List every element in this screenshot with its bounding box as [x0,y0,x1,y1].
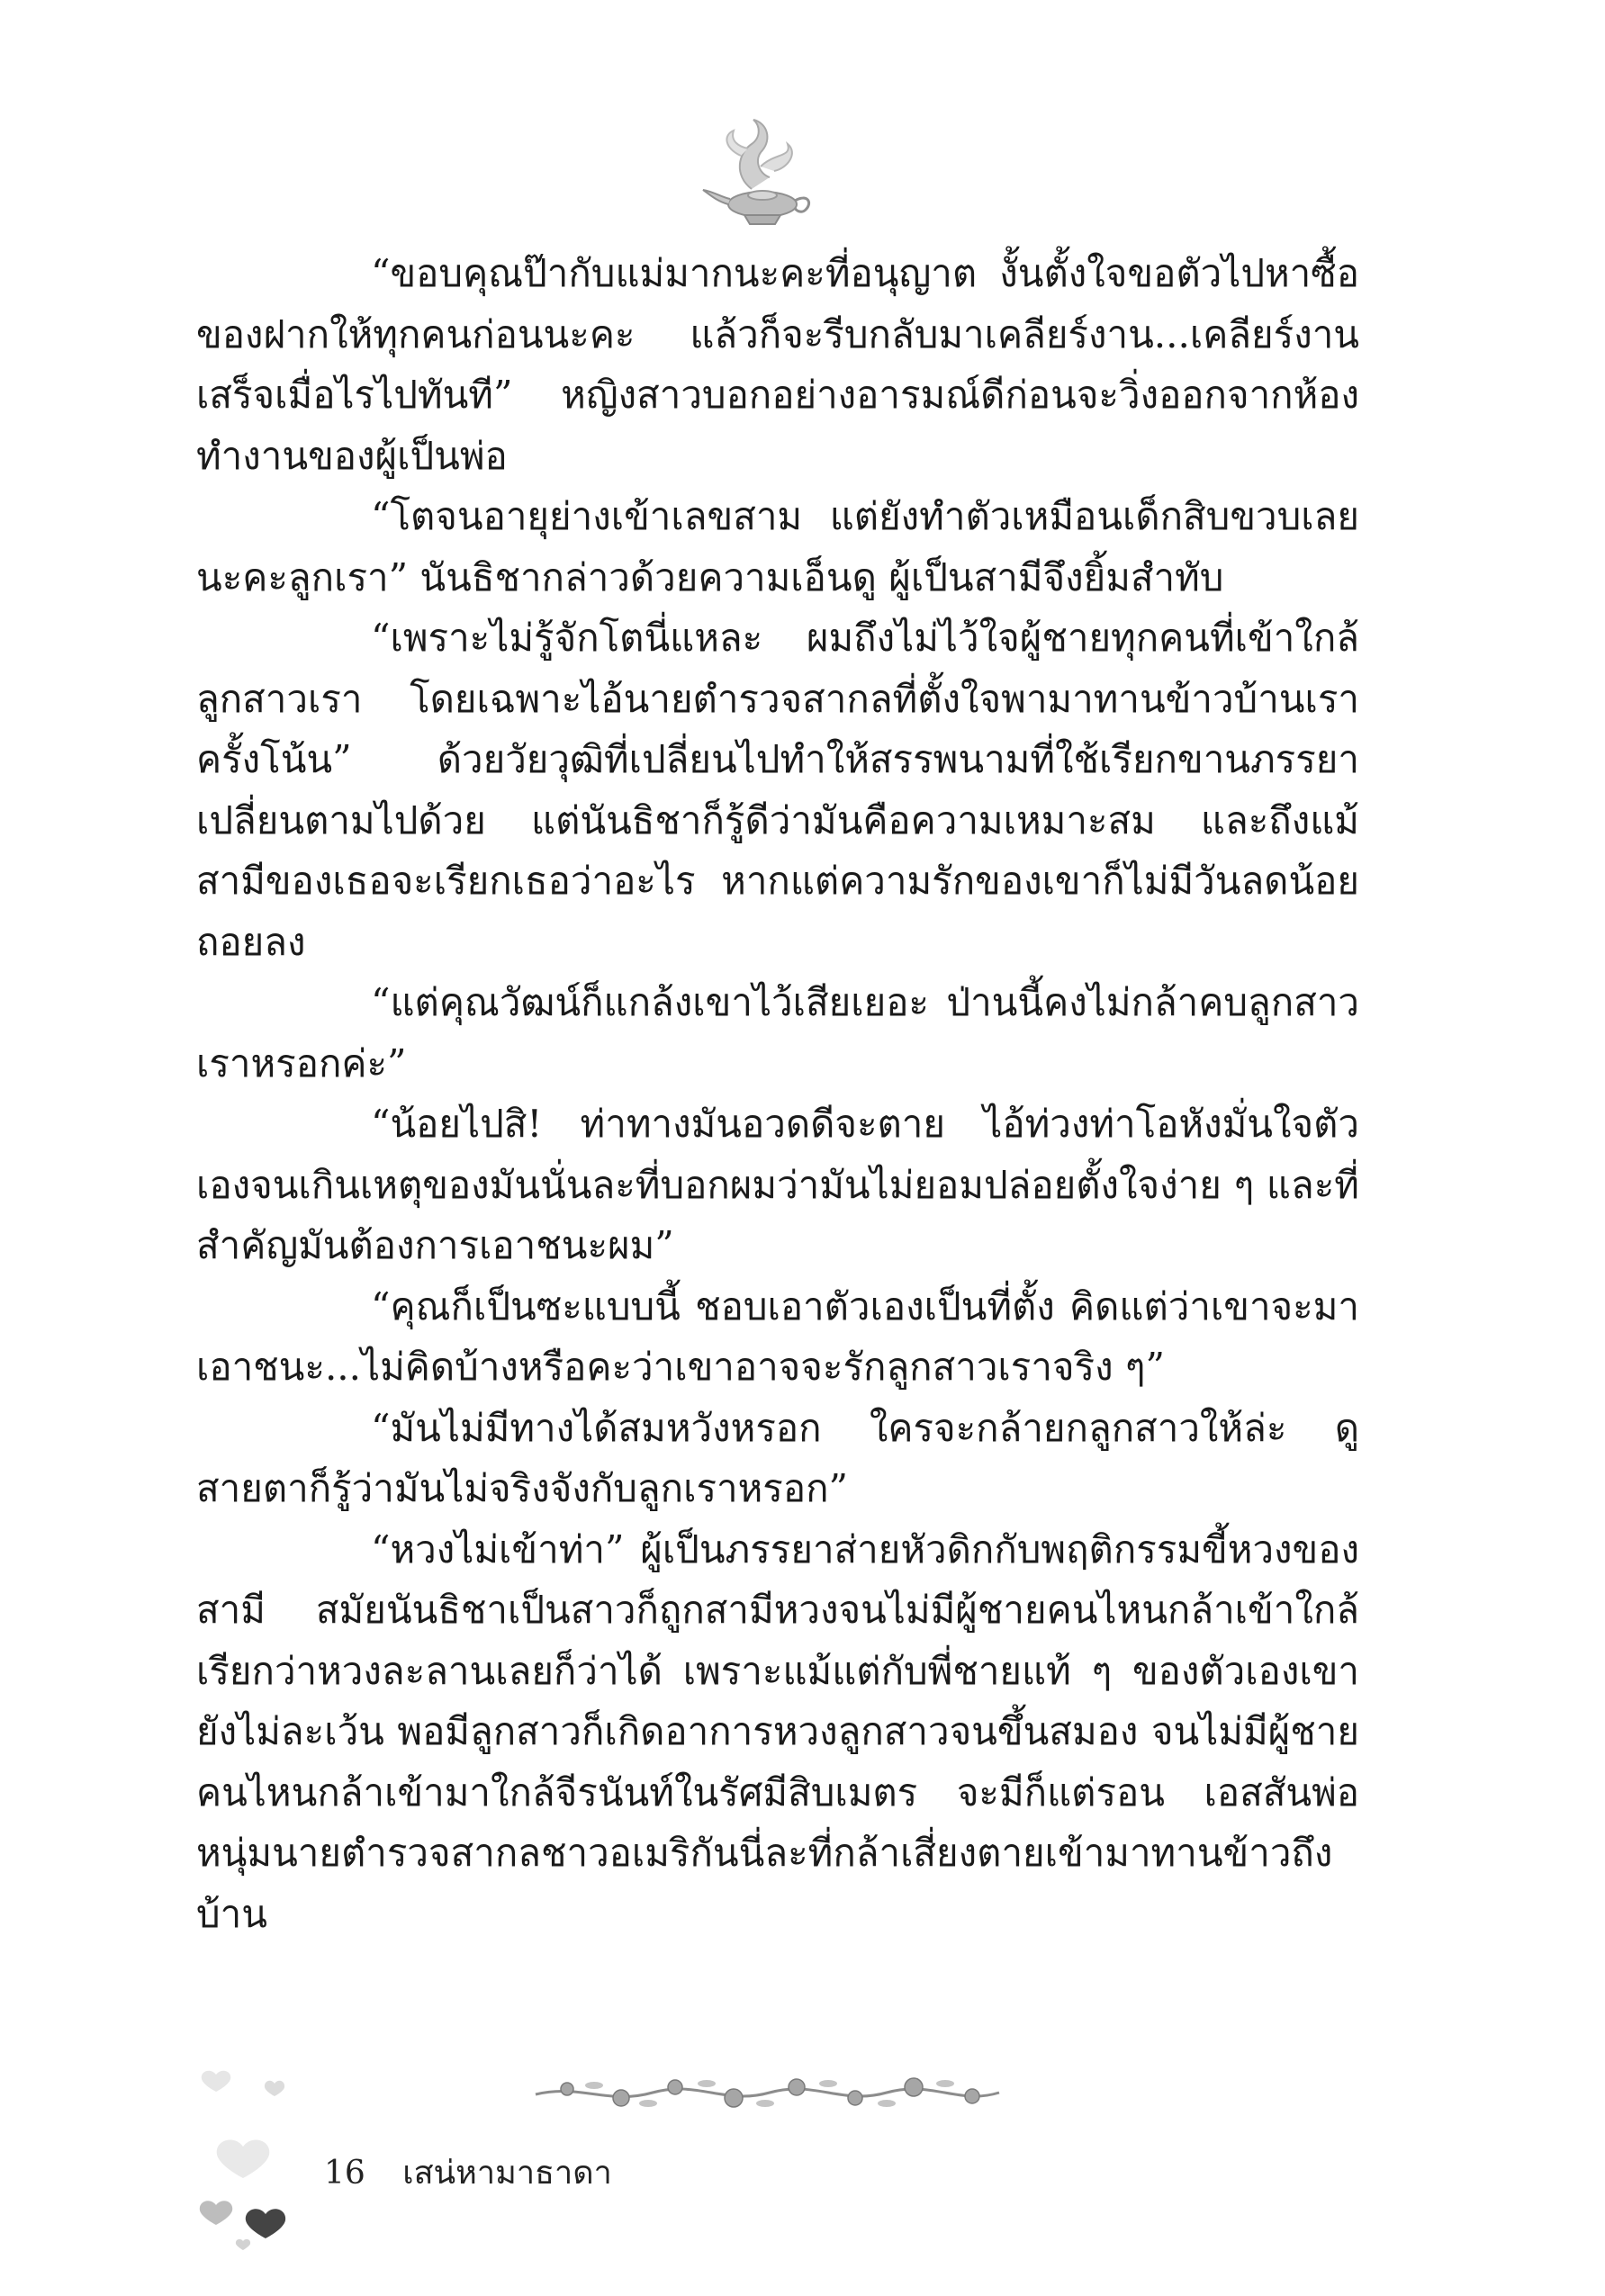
floral-vine-divider [527,2066,1008,2120]
paragraph: “เพราะไม่รู้จักโตนี่แหละ ผมถึงไม่ไว้ใจผู้ชายทุกคนที่เข้าใกล้ลูกสาวเรา โดยเฉพาะไอ้นายตำรวจสากลที่ตั้งใจพามาทานข้าวบ้านเราครั้งโน้น” ด้วยวัยวุฒิที่เปลี่ยนไปทำให้สรรพนามที่ใช้เรียกขานภรรยาเปลี่ยนตามไปด้วย แต่นันธิชาก็รู้ดีว่ามันคือความเหมาะสม และถึงแม้สามีของเธอจะเรียกเธอว่าอะไร หากแต่ความรักของเขาก็ไม่มีวันลดน้อยถอยลง [196,616,1359,964]
genie-lamp-icon [698,104,824,239]
paragraph: “น้อยไปสิ! ท่าทางมันอวดดีจะตาย ไอ้ท่วงท่าโอหังมั่นใจตัวเองจนเกินเหตุของมันนั่นละที่บอกผมว่ามันไม่ยอมปล่อยตั้งใจง่าย ๆ และที่สำคัญมันต้องการเอาชนะผม” [196,1102,1359,1267]
page-number: 16 [324,2155,365,2192]
paragraph: “คุณก็เป็นซะแบบนี้ ชอบเอาตัวเองเป็นที่ตั้ง คิดแต่ว่าเขาจะมาเอาชนะ...ไม่คิดบ้างหรือคะว่าเขาอาจจะรักลูกสาวเราจริง ๆ” [196,1283,1359,1389]
paragraph: “แต่คุณวัฒน์ก็แกล้งเขาไว้เสียเยอะ ป่านนี้คงไม่กล้าคบลูกสาวเราหรอกค่ะ” [196,980,1359,1085]
book-title: เสน่หามาธาดา [402,2155,612,2192]
hearts-icon [189,2048,324,2255]
paragraph: “ขอบคุณป๊ากับแม่มากนะคะที่อนุญาต งั้นตั้งใจขอตัวไปหาซื้อของฝากให้ทุกคนก่อนนะคะ แล้วก็จะรีบกลับมาเคลียร์งาน...เคลียร์งานเสร็จเมื่อไรไปทันที” หญิงสาวบอกอย่างอารมณ์ดีก่อนจะวิ่งออกจากห้องทำงานของผู้เป็นพ่อ [196,251,1359,478]
page-footer [324,2147,612,2198]
paragraph: “หวงไม่เข้าท่า” ผู้เป็นภรรยาส่ายหัวดิกกับพฤติกรรมขี้หวงของสามี สมัยนันธิชาเป็นสาวก็ถูกสามีหวงจนไม่มีผู้ชายคนไหนกล้าเข้าใกล้ เรียกว่าหวงละลานเลยก็ว่าได้ เพราะแม้แต่กับพี่ชายแท้ ๆ ของตัวเองเขายังไม่ละเว้น พอมีลูกสาวก็เกิดอาการหวงลูกสาวจนขึ้นสมอง จนไม่มีผู้ชายคนไหนกล้าเข้ามาใกล้จีรนันท์ในรัศมีสิบเมตร จะมีก็แต่รอน เอสสันพ่อหนุ่มนายตำรวจสากลชาวอเมริกันนี่ละที่กล้าเสี่ยงตายเข้ามาทานข้าวถึงบ้าน [196,1526,1359,1936]
body-text [196,243,1359,1944]
paragraph: “มันไม่มีทางได้สมหวังหรอก ใครจะกล้ายกลูกสาวให้ล่ะ ดูสายตาก็รู้ว่ามันไม่จริงจังกับลูกเราหรอก” [196,1405,1359,1510]
paragraph: “โตจนอายุย่างเข้าเลขสาม แต่ยังทำตัวเหมือนเด็กสิบขวบเลยนะคะลูกเรา” นันธิชากล่าวด้วยความเอ็นดู ผู้เป็นสามีจึงยิ้มสำทับ [196,494,1359,599]
